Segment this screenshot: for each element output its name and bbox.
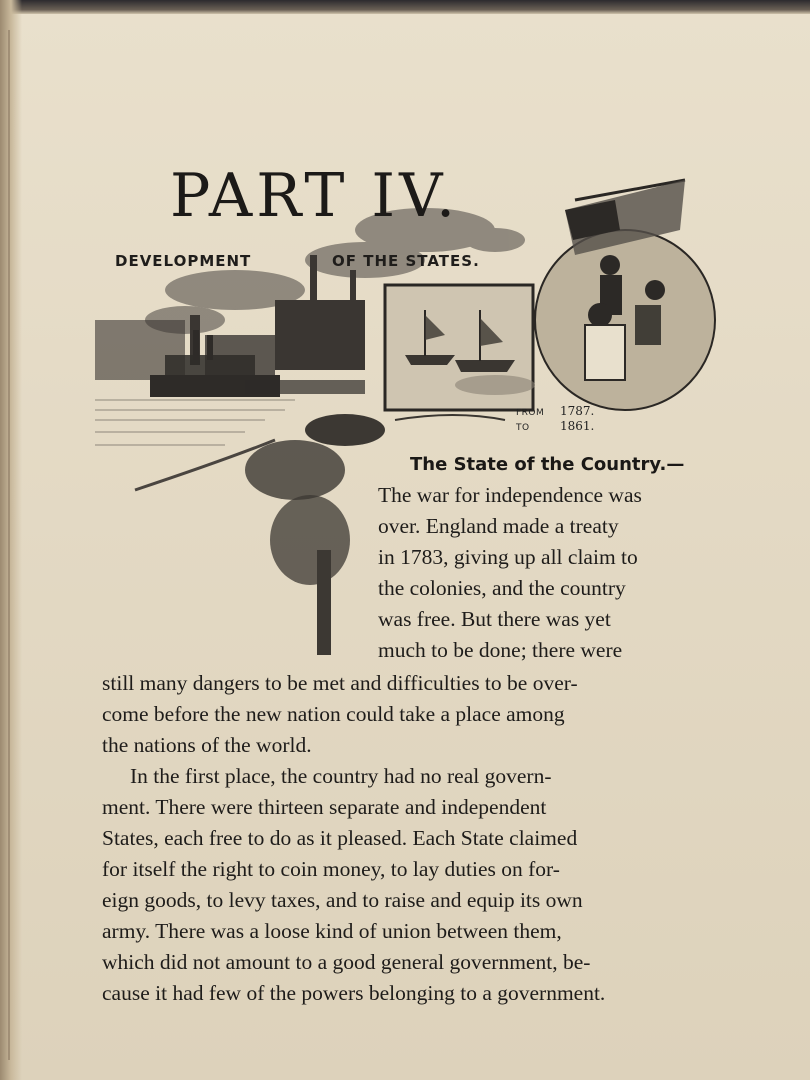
page-top-edge bbox=[0, 0, 810, 14]
river-water bbox=[95, 400, 295, 445]
text-line: ment. There were thirteen separate and independent bbox=[102, 795, 547, 819]
page-edge-line bbox=[8, 30, 10, 1060]
text-line: in 1783, giving up all claim to bbox=[378, 545, 638, 569]
text-line: eign goods, to levy taxes, and to raise and equip its own bbox=[102, 888, 583, 912]
text-line: The war for independence was bbox=[378, 483, 642, 507]
text-line: cause it had few of the powers belonging to a government. bbox=[102, 981, 606, 1005]
date-from-label: FROM bbox=[516, 408, 545, 418]
date-to bbox=[516, 419, 594, 433]
text-line: States, each free to do as it pleased. Each State claimed bbox=[102, 826, 578, 850]
part-title: PART IV. bbox=[170, 161, 460, 231]
subtitle-of-the-states: OF THE STATES. bbox=[332, 252, 480, 270]
text-line: was free. But there was yet bbox=[378, 607, 611, 631]
text-line: which did not amount to a good general government, be- bbox=[102, 950, 591, 974]
text-line: In the first place, the country had no real govern- bbox=[130, 764, 552, 788]
text-line: come before the new nation could take a place among bbox=[102, 702, 565, 726]
text-line: the nations of the world. bbox=[102, 733, 312, 757]
text-line: over. England made a treaty bbox=[378, 514, 619, 538]
date-from-year: 1787. bbox=[560, 404, 595, 418]
book-spine-shadow bbox=[0, 0, 22, 1080]
date-to-label: TO bbox=[516, 423, 530, 433]
section-heading: The State of the Country.— bbox=[410, 454, 685, 475]
text-line: for itself the right to coin money, to lay duties on for- bbox=[102, 857, 560, 881]
date-to-year: 1861. bbox=[560, 419, 595, 433]
text-line: the colonies, and the country bbox=[378, 576, 626, 600]
text-line: army. There was a loose kind of union between them, bbox=[102, 919, 562, 943]
subtitle-development: DEVELOPMENT bbox=[115, 252, 252, 270]
soldier-vignette bbox=[535, 230, 715, 410]
text-line: much to be done; there were bbox=[378, 638, 623, 662]
text-line: still many dangers to be met and difficulties to be over- bbox=[102, 671, 578, 695]
date-from bbox=[516, 404, 594, 418]
